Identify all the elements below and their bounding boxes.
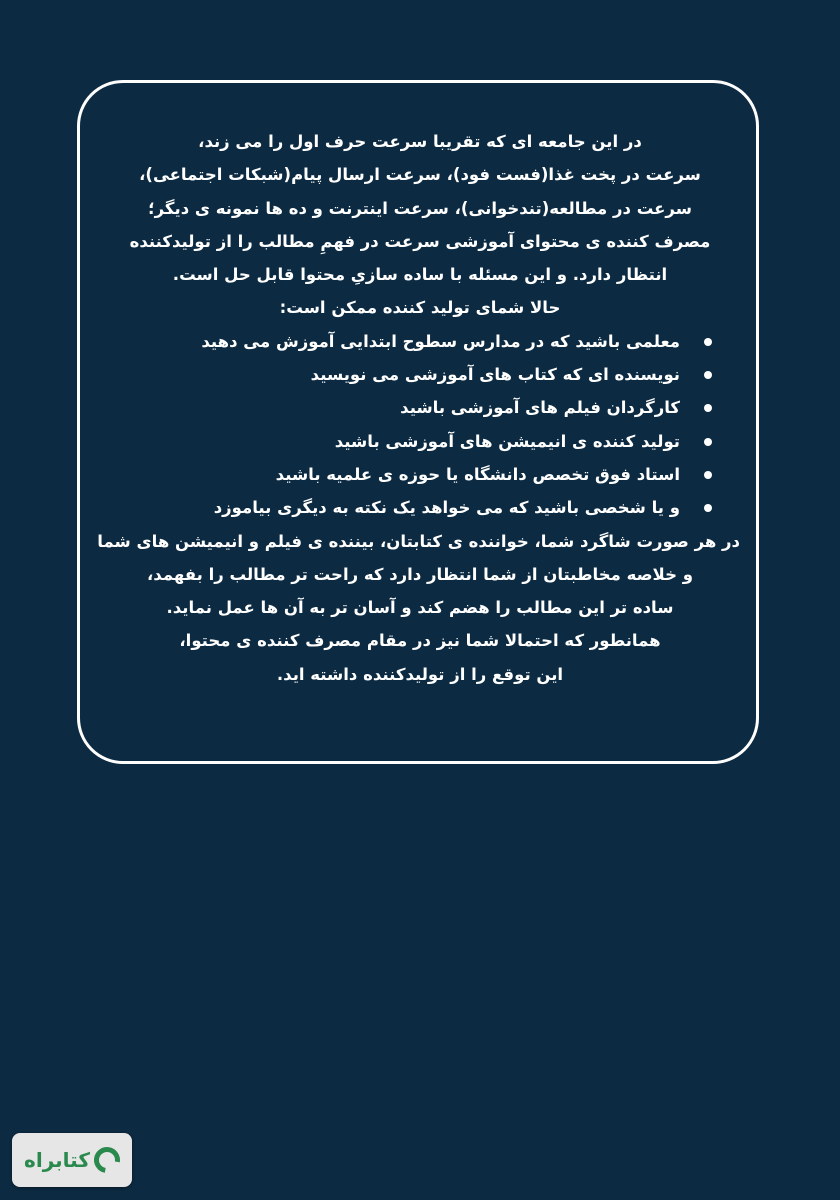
bullet-item: تولید کننده ی انیمیشن های آموزشی باشید xyxy=(100,425,740,458)
outro-line: در هر صورت شاگرد شما، خواننده ی کتابتان، بیننده ی فیلم و انیمیشن های شما xyxy=(97,531,740,551)
outro-paragraph xyxy=(97,525,740,691)
intro-line: مصرف کننده ی محتوای آموزشی سرعت در فهمِ مطالب را از تولیدکننده xyxy=(129,231,711,251)
outro-line: همانطور که احتمالا شما نیز در مقام مصرف کننده ی محتوا، xyxy=(179,631,661,651)
intro-line: حالا شمای تولید کننده ممکن است: xyxy=(279,298,561,318)
ketabrah-logo xyxy=(12,1133,132,1187)
intro-paragraph xyxy=(100,125,740,325)
ketabrah-logo-icon xyxy=(89,1142,125,1178)
outro-line: ساده تر این مطالب را هضم کند و آسان تر به آن ها عمل نماید. xyxy=(166,598,674,618)
intro-line: انتظار دارد. و این مسئله با ساده سازیِ محتوا قابل حل است. xyxy=(172,265,668,285)
page-text xyxy=(97,125,740,691)
bullet-item: معلمی باشید که در مدارس سطوح ابتدایی آموزش می دهید xyxy=(100,325,740,358)
intro-line: سرعت در مطالعه(تندخوانی)، سرعت اینترنت و ده ها نمونه ی دیگر؛ xyxy=(148,198,692,218)
bullet-item: استاد فوق تخصص دانشگاه یا حوزه ی علمیه باشید xyxy=(100,458,740,491)
bullet-item: و یا شخصی باشید که می خواهد یک نکته به دیگری بیاموزد xyxy=(100,491,740,524)
bullet-item: کارگردان فیلم های آموزشی باشید xyxy=(100,391,740,424)
intro-line: در این جامعه ای که تقریبا سرعت حرف اول را می زند، xyxy=(198,132,642,151)
bullet-item: نویسنده ای که کتاب های آموزشی می نویسید xyxy=(100,358,740,391)
intro-line: سرعت در پخت غذا(فست فود)، سرعت ارسال پیام(شبکات اجتماعی)، xyxy=(139,165,701,185)
logo-text: کتابراه xyxy=(24,1148,90,1172)
outro-line: و خلاصه مخاطبتان از شما انتظار دارد که راحت تر مطالب را بفهمد، xyxy=(147,564,693,584)
bullet-list xyxy=(100,325,740,525)
outro-line: این توقع را از تولیدکننده داشته اید. xyxy=(276,664,564,684)
